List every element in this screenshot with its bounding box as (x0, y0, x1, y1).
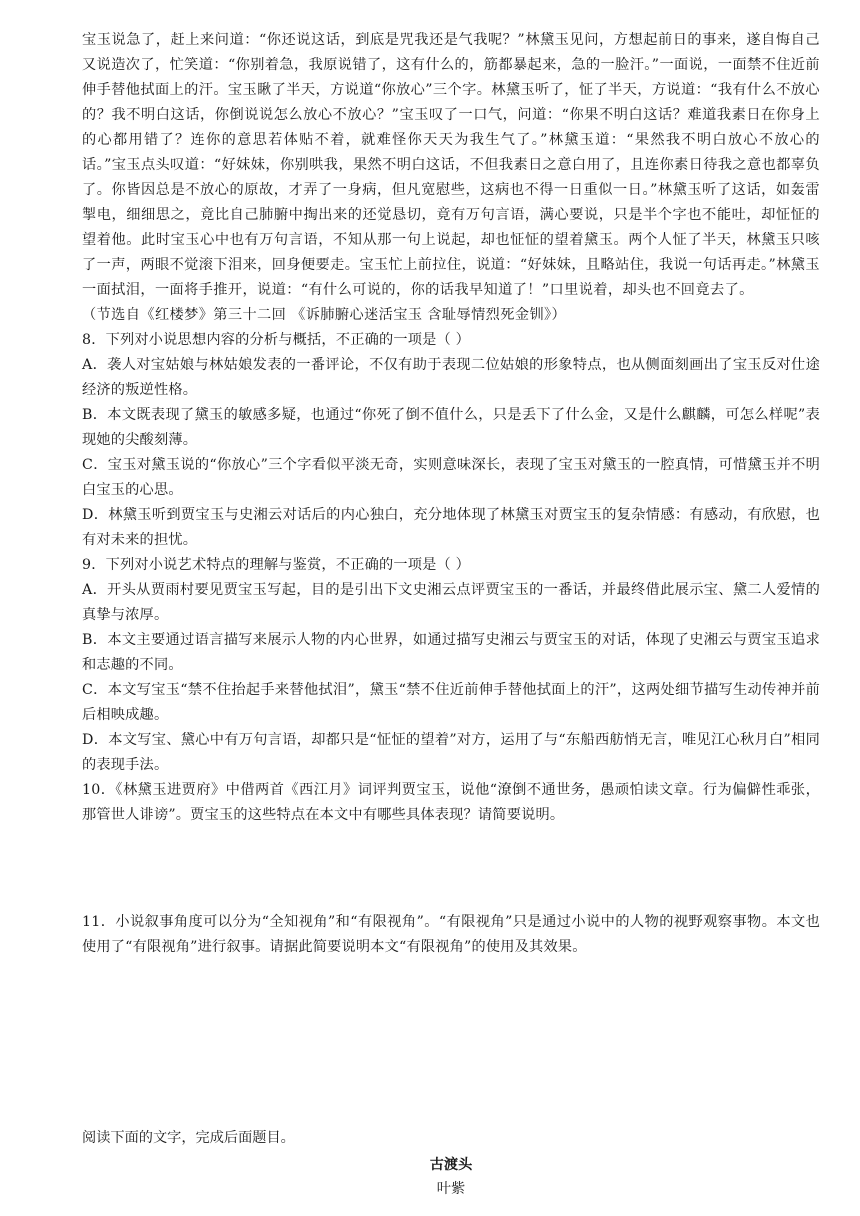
next-section (82, 1126, 820, 1201)
document-page (82, 28, 820, 1201)
question-9-option-a: A．开头从贾雨村要见贾宝玉写起，目的是引出下文史湘云点评贾宝玉的一番话，并最终借此展示宝、黛二人爱情的真挚与浓厚。 (82, 582, 820, 623)
story-author: 叶紫 (436, 1181, 466, 1197)
question-9-option-b: B．本文主要通过语言描写来展示人物的内心世界，如通过描写史湘云与贾宝玉的对话，体现了史湘云与贾宝玉追求和志趣的不同。 (82, 632, 820, 673)
question-8 (82, 328, 820, 553)
question-8-option-d: D．林黛玉听到贾宝玉与史湘云对话后的内心独白，充分地体现了林黛玉对贾宝玉的复杂情感：有感动，有欣慰，也有对未来的担忧。 (82, 507, 820, 548)
passage-text: 宝玉说急了，赶上来问道：“你还说这话，到底是咒我还是气我呢？”林黛玉见问，方想起前日的事来，遂自悔自己又说造次了，忙笑道：“你别着急，我原说错了，这有什么的，筋都暴起来，急的一脸汗。”一面说，一面禁不住近前伸手替他拭面上的汗。宝玉瞅了半天，方说道“你放心”三个字。林黛玉听了，怔了半天，方说道：“我有什么不放心的？我不明白这话，你倒说说怎么放心不放心？”宝玉叹了一口气，问道：“你果不明白这话？难道我素日在你身上的心都用错了？连你的意思若体贴不着，就难怪你天天为我生气了。”林黛玉道：“果然我不明白放心不放心的话。”宝玉点头叹道：“好妹妹，你别哄我，果然不明白这话，不但我素日之意白用了，且连你素日待我之意也都辜负了。你皆因总是不放心的原故，才弄了一身病，但凡宽慰些，这病也不得一日重似一日。”林黛玉听了这话，如轰雷掣电，细细思之，竟比自己肺腑中掏出来的还觉恳切，竟有万句言语，满心要说，只是半个字也不能吐，却怔怔的望着他。此时宝玉心中也有万句言语，不知从那一句上说起，却也怔怔的望着黛玉。两个人怔了半天，林黛玉只咳了一声，两眼不觉滚下泪来，回身便要走。宝玉忙上前拉住，说道：“好妹妹，且略站住，我说一句话再走。”林黛玉一面拭泪，一面将手推开，说道：“有什么可说的，你的话我早知道了！”口里说着，却头也不回竟去了。 (82, 32, 820, 298)
story-title: 古渡头 (429, 1157, 473, 1173)
question-9 (82, 553, 820, 778)
passage-source: （节选自《红楼梦》第三十二回 《诉肺腑心迷活宝玉 含耻辱情烈死金钏》） (82, 307, 567, 323)
answer-space-10 (82, 828, 820, 910)
question-9-stem: 9．下列对小说艺术特点的理解与鉴赏，不正确的一项是（ ） (82, 557, 471, 573)
question-10-stem: 10．《林黛玉进贾府》中借两首《西江月》词评判贾宝玉，说他“潦倒不通世务，愚顽怕读文章。行为偏僻性乖张，那管世人诽谤”。贾宝玉的这些特点在本文中有哪些具体表现？请简要说明。 (82, 782, 820, 823)
section-instruction: 阅读下面的文字，完成后面题目。 (82, 1130, 295, 1146)
question-11 (82, 910, 820, 1126)
question-8-option-a: A．袭人对宝姑娘与林姑娘发表的一番评论，不仅有助于表现二位姑娘的形象特点，也从侧面刻画出了宝玉反对仕途经济的叛逆性格。 (82, 357, 820, 398)
reading-passage (82, 28, 820, 328)
question-9-option-d: D．本文写宝、黛心中有万句言语，却都只是“怔怔的望着”对方，运用了与“东船西舫悄无言，唯见江心秋月白”相同的表现手法。 (82, 732, 820, 773)
question-11-stem: 11．小说叙事角度可以分为“全知视角”和“有限视角”。“有限视角”只是通过小说中的人物的视野观察事物。本文也使用了“有限视角”进行叙事。请据此简要说明本文“有限视角”的使用及其效果。 (82, 914, 820, 955)
question-9-option-c: C．本文写宝玉“禁不住抬起手来替他拭泪”，黛玉“禁不住近前伸手替他拭面上的汗”，这两处细节描写生动传神并前后相映成趣。 (82, 682, 820, 723)
question-8-stem: 8．下列对小说思想内容的分析与概括，不正确的一项是（ ） (82, 332, 471, 348)
question-10 (82, 778, 820, 910)
question-8-option-b: B．本文既表现了黛玉的敏感多疑，也通过“你死了倒不值什么，只是丢下了什么金，又是什么麒麟，可怎么样呢”表现她的尖酸刻薄。 (82, 407, 820, 448)
answer-space-11 (82, 960, 820, 1126)
question-8-option-c: C．宝玉对黛玉说的“你放心”三个字看似平淡无奇，实则意味深长，表现了宝玉对黛玉的一腔真情，可惜黛玉并不明白宝玉的心思。 (82, 457, 820, 498)
